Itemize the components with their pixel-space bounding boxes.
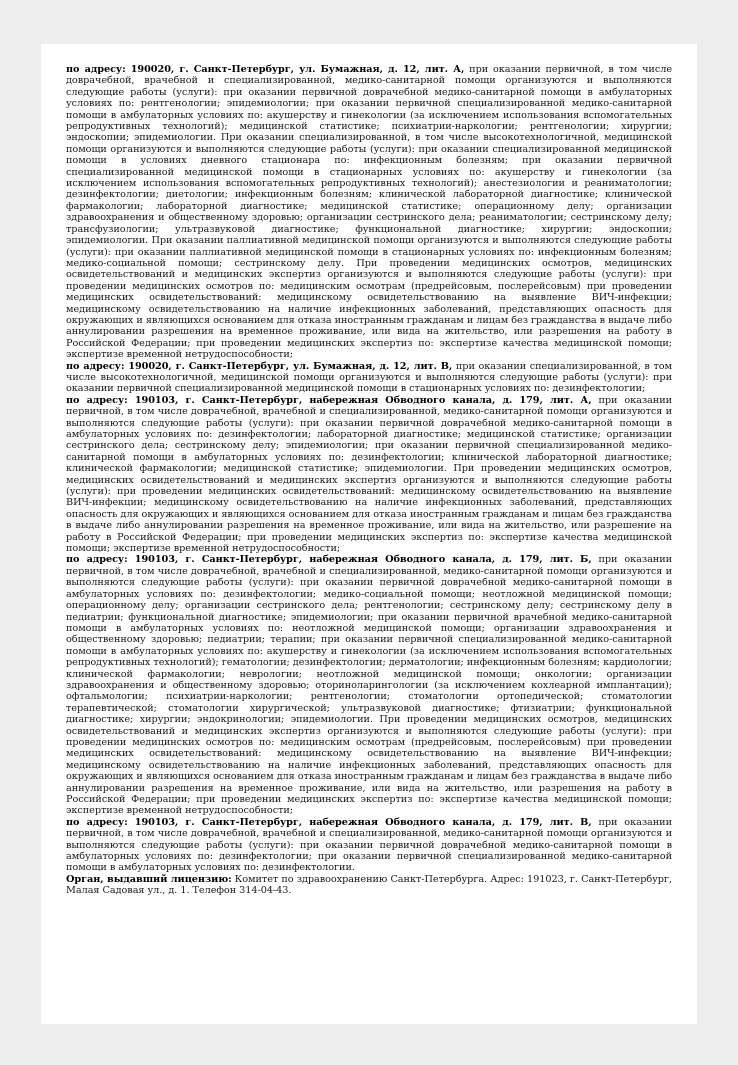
section-paragraph — [66, 361, 672, 395]
section-heading: по адресу: 190020, г. Санкт-Петербург, ул. Бумажная, д. 12, лит. В, — [66, 360, 453, 372]
section-heading: по адресу: 190103, г. Санкт-Петербург, набережная Обводного канала, д. 179, лит. В, — [66, 816, 592, 828]
section-text: при оказании специализированной, в том числе высокотехнологичной, медицинской помощи организуются и выполняются следующие работы (услуги): при оказании первичной специализированной медицинской помощи в стационарных условиях по: дезинфектологии; — [66, 360, 673, 395]
section-paragraph — [66, 395, 672, 555]
licensing-authority-text: Комитет по здравоохранению Санкт-Петербурга. Адрес: 191023, г. Санкт-Петербург, Малая Садовая ул., д. 1. Телефон 314-04-43. — [66, 873, 672, 897]
section-paragraph — [66, 554, 672, 816]
section-heading: по адресу: 190103, г. Санкт-Петербург, набережная Обводного канала, д. 179, лит. Б, — [66, 554, 592, 566]
section-text: при оказании первичной, в том числе доврачебной, врачебной и специализированной, медико-санитарной помощи организуются и выполняются следующие работы (услуги): при оказании первичной доврачебной медико-санитарной помощи в амбулаторных условиях по: дезинфектологии; при оказании первичной специализированной медико-санитарной помощи в амбулаторных условиях по: дезинфектологии. — [66, 816, 672, 874]
document-page — [41, 44, 697, 1024]
section-heading: по адресу: 190020, г. Санкт-Петербург, ул. Бумажная, д. 12, лит. А, — [66, 64, 465, 75]
licensing-authority-paragraph — [66, 874, 672, 897]
section-text: при оказании первичной, в том числе доврачебной, врачебной и специализированной, медико-санитарной помощи организуются и выполняются следующие работы (услуги): при оказании первичной доврачебной медико-санитарной помощи в амбулаторных условиях по: рентгенологии; эпидемиологии; при оказании первичной специализированной медико-санитарной помощи в амбулаторных условиях по: акушерству и гинекологии (за исключением использования вспомогательных репродуктивных технологий); медицинской статистике; психиатрии-наркологии; рентгенологии; хирургии; эндоскопии; эпидемиологии. При оказании специализированной, в том числе высокотехнологичной, медицинской помощи организуются и выполняются следующие работы (услуги): при оказании специализированной медицинской помощи в условиях дневного стационара по: инфекционным болезням; при оказании первичной специализированной медицинской помощи в стационарных условиях по: акушерству и гинекологии (за исключением использования вспомогательных репродуктивных технологий); анестезиологии и реаниматологии; дезинфектологии; диетологии; инфекционным болезням; клинической лабораторной диагностике; клинической фармакологии; лабораторной диагностике; медицинской статистике; операционному делу; организации здравоохранения и общественному здоровью; организации сестринского дела; реаниматологии; сестринскому делу; трансфузиологии; ультразвуковой диагностике; функциональной диагностике; хирургии; эндоскопии; эпидемиологии. При оказании паллиативной медицинской помощи организуются и выполняются следующие работы (услуги): при оказании паллиативной медицинской помощи в стационарных условиях по: инфекционным болезням; медико-социальной помощи; сестринскому делу. При проведении медицинских осмотров, медицинских освидетельствований и медицинских экспертиз организуются и выполняются следующие работы (услуги): при проведении медицинских осмотров по: медицинским осмотрам (предрейсовым, послерейсовым) при проведении медицинских освидетельствований: медицинскому освидетельствованию на выявление ВИЧ-инфекции; медицинскому освидетельствованию на наличие инфекционных заболеваний, представляющих опасность для окружающих и являющихся основанием для отказа иностранным гражданам и лицам без гражданства в выдаче либо аннулировании разрешения на временное проживание, или вида на жительство, или разрешения на работу в Российской Федерации; при проведении медицинских экспертиз по: экспертизе качества медицинской помощи; экспертизе временной нетрудоспособности; — [66, 64, 672, 361]
section-text: при оказании первичной, в том числе доврачебной, врачебной и специализированной, медико-санитарной помощи организуются и выполняются следующие работы (услуги): при оказании первичной доврачебной медико-санитарной помощи в амбулаторных условиях по: дезинфектологии; медико-социальной помощи; неотложной медицинской помощи; операционному делу; организации сестринского дела; рентгенологии; сестринскому делу; сестринскому делу в педиатрии; функциональной диагностике; эпидемиологии; при оказании первичной врачебной медико-санитарной помощи в амбулаторных условиях по: неотложной медицинской помощи; организации здравоохранения и общественному здоровью; педиатрии; терапии; при оказании первичной специализированной медико-санитарной помощи в амбулаторных условиях по: акушерству и гинекологии (за исключением использования вспомогательных репродуктивных технологий); гематологии; дезинфектологии; дерматологии; инфекционным болезням; кардиологии; клинической фармакологии; неврологии; неотложной медицинской помощи; онкологии; организации здравоохранения и общественному здоровью; оториноларингологии (за исключением кохлеарной имплантации); офтальмологии; психиатрии-наркологии; рентгенологии; стоматологии ортопедической; стоматологии терапевтической; стоматологии хирургической; ультразвуковой диагностике; фтизиатрии; функциональной диагностике; хирургии; эндокринологии; эпидемиологии. При проведении медицинских осмотров, медицинских освидетельствований и медицинских экспертиз организуются и выполняются следующие работы (услуги): при проведении медицинских осмотров по: медицинским осмотрам (предрейсовым, послерейсовым) при проведении медицинских освидетельствований: медицинскому освидетельствованию на выявление ВИЧ-инфекции; медицинскому освидетельствованию на наличие инфекционных заболеваний, представляющих опасность для окружающих и являющихся основанием для отказа иностранным гражданам и лицам без гражданства в выдаче либо аннулировании разрешения на временное проживание, или вида на жительство, или разрешения на работу в Российской Федерации; при проведении медицинских экспертиз по: экспертизе качества медицинской помощи; экспертизе временной нетрудоспособности; — [66, 554, 673, 817]
licensing-authority-heading: Орган, выдавший лицензию: — [66, 873, 232, 885]
section-text: при оказании первичной, в том числе доврачебной, врачебной и специализированной, медико-санитарной помощи организуются и выполняются следующие работы (услуги): при оказании первичной доврачебной медико-санитарной помощи в амбулаторных условиях по: дезинфектологии; лабораторной диагностике; медицинской статистике; организации сестринского дела; сестринскому делу; эпидемиологии; при оказании первичной специализированной медико-санитарной помощи в амбулаторных условиях по: дезинфектологии; клинической лабораторной диагностике; клинической фармакологии; медицинской статистике; эпидемиологии. При проведении медицинских осмотров, медицинских освидетельствований и медицинских экспертиз организуются и выполняются следующие работы (услуги): при проведении медицинских освидетельствований: медицинскому освидетельствованию на выявление ВИЧ-инфекции; медицинскому освидетельствованию на наличие инфекционных заболеваний, представляющих опасность для окружающих и являющихся основанием для отказа иностранным гражданам и лицам без гражданства в выдаче либо аннулировании разрешения на временное проживание, или вида на жительство, или разрешение на работу в Российской Федерации; при проведении медицинских экспертиз по: экспертизе качества медицинской помощи; экспертизе временной нетрудоспособности; — [66, 394, 673, 555]
section-paragraph — [66, 64, 672, 361]
section-paragraph — [66, 817, 672, 874]
section-heading: по адресу: 190103, г. Санкт-Петербург, набережная Обводного канала, д. 179, лит. А, — [66, 394, 592, 406]
